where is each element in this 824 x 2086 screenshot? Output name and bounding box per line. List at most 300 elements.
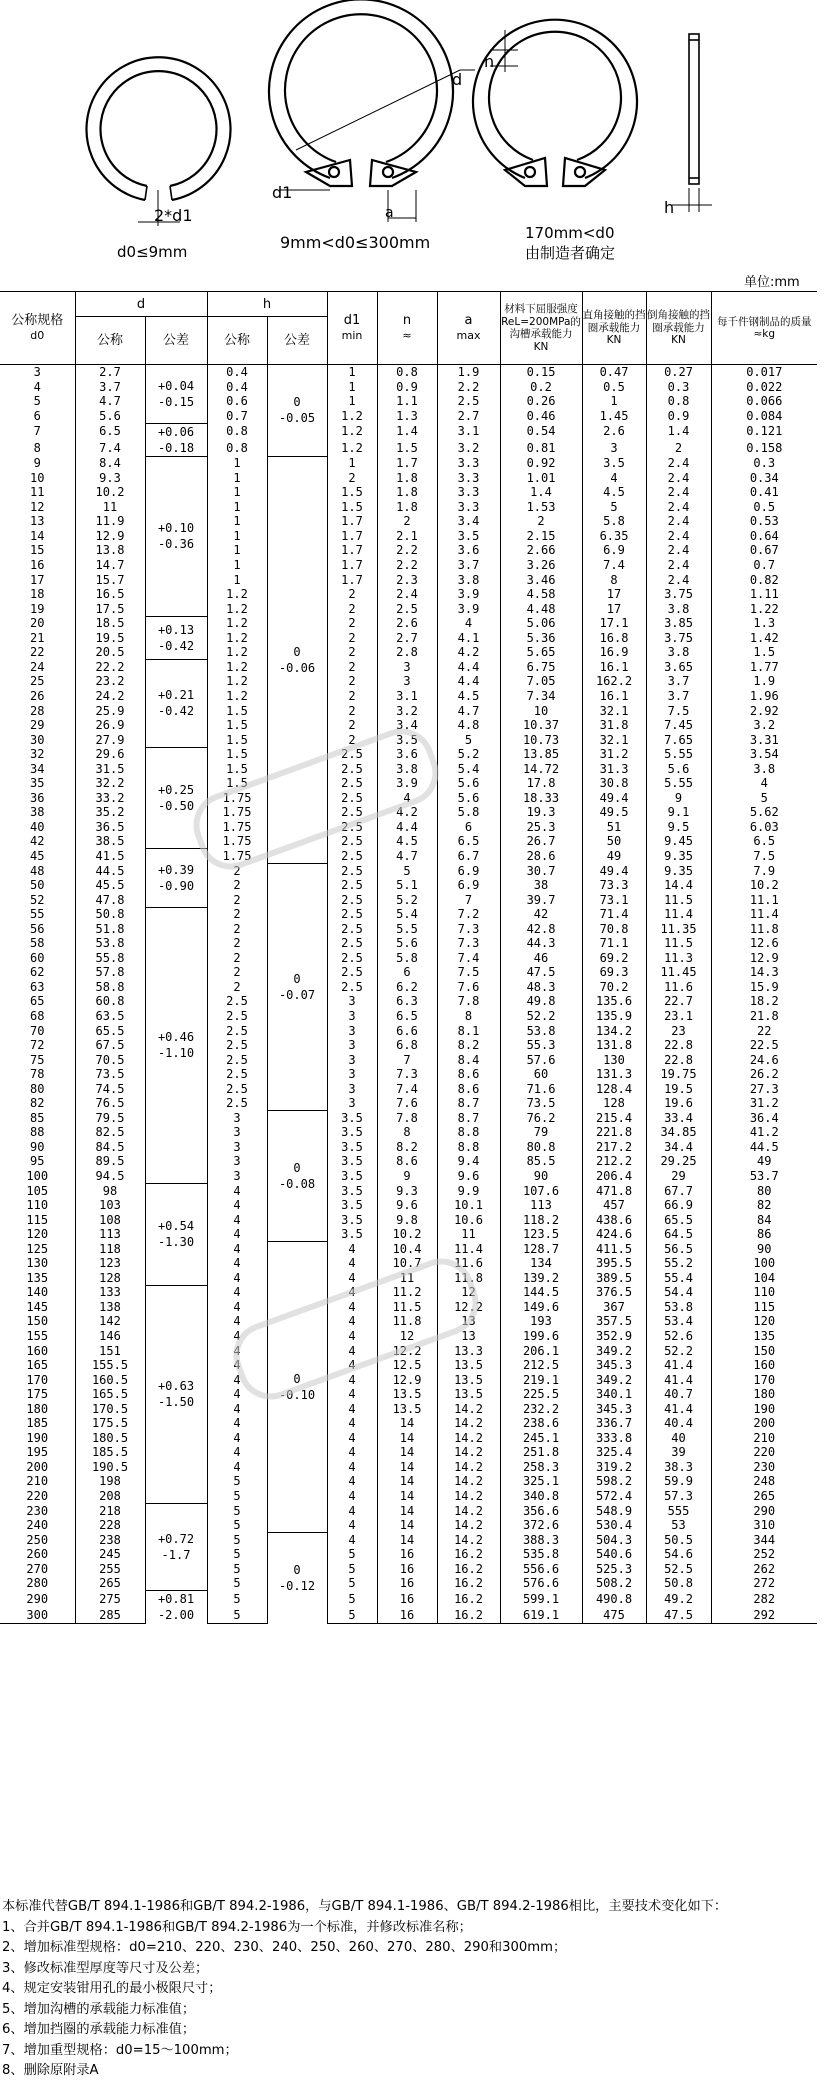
- cell-groove-load: 85.5: [500, 1154, 582, 1169]
- table-row: [0, 500, 817, 515]
- cell-h-nominal: 1.2: [207, 689, 267, 704]
- note-line: 本标准代替GB/T 894.1-1986和GB/T 894.2-1986，与GB/T 894.1-1986、GB/T 894.2-1986相比，主要技术变化如下：: [2, 1899, 728, 1914]
- cell-h-nominal: 2: [207, 878, 267, 893]
- cell-h-nominal: 4: [207, 1416, 267, 1431]
- cell-d1: 2: [327, 587, 377, 602]
- cell-a: 4.1: [437, 631, 500, 646]
- cell-a: 4.4: [437, 674, 500, 689]
- fig1-caption: d0≤9mm: [117, 243, 188, 261]
- cell-groove-load: 2.15: [500, 529, 582, 544]
- cell-a: 3.7: [437, 558, 500, 573]
- cell-d-tolerance: +0.04 -0.15: [145, 365, 207, 424]
- cell-size: 65: [30, 994, 45, 1009]
- cell-d-nominal: 47.8: [75, 893, 145, 908]
- cell-h-tolerance: 0 -0.05: [267, 365, 327, 457]
- cell-groove-load: 90: [500, 1169, 582, 1184]
- table-row: [0, 529, 817, 544]
- table-row: [0, 849, 817, 864]
- table-row: [0, 1227, 817, 1242]
- header-n-sub: ≈: [402, 329, 412, 342]
- cell-d-nominal: 51.8: [75, 922, 145, 937]
- cell-ring-load-chamfer: 5.55: [646, 776, 711, 791]
- cell-ring-load-chamfer: 9.45: [646, 834, 711, 849]
- cell-a: 7.6: [437, 980, 500, 995]
- header-ring-load-chamfer: 倒角接触的挡圈承载能力 KN: [646, 292, 711, 365]
- cell-h-nominal: 3: [207, 1154, 267, 1169]
- cell-d1: 1.2: [327, 440, 377, 457]
- cell-mass: 11.1: [711, 893, 817, 908]
- cell-d-nominal: 185.5: [75, 1445, 145, 1460]
- cell-ring-load-chamfer: 9.1: [646, 805, 711, 820]
- cell-ring-load-chamfer: 34.4: [646, 1140, 711, 1155]
- cell-ring-load-sharp: 319.2: [582, 1460, 646, 1475]
- cell-ring-load-sharp: 128.4: [582, 1082, 646, 1097]
- cell-ring-load-sharp: 31.2: [582, 747, 646, 762]
- cell-d1: 4: [327, 1402, 377, 1417]
- cell-n: 2.2: [377, 558, 437, 573]
- cell-a: 16.2: [437, 1576, 500, 1591]
- cell-h-nominal: 2: [207, 951, 267, 966]
- cell-mass: 22.5: [711, 1038, 817, 1053]
- cell-n: 3: [377, 660, 437, 675]
- header-mass: 每千件钢制品的质量≈kg: [711, 292, 817, 365]
- header-d1: [327, 292, 377, 365]
- cell-n: 8.2: [377, 1140, 437, 1155]
- cell-mass: 10.2: [711, 878, 817, 893]
- cell-ring-load-sharp: 598.2: [582, 1474, 646, 1489]
- cell-d-tolerance: +0.25 -0.50: [145, 747, 207, 849]
- cell-ring-load-chamfer: 52.2: [646, 1344, 711, 1359]
- cell-d-nominal: 44.5: [75, 864, 145, 879]
- cell-size: 22: [30, 645, 45, 660]
- cell-groove-load: 5.06: [500, 616, 582, 631]
- cell-d1: 3.5: [327, 1169, 377, 1184]
- cell-ring-load-sharp: 32.1: [582, 703, 646, 718]
- cell-mass: 24.6: [711, 1053, 817, 1068]
- table-row: [0, 1445, 817, 1460]
- cell-d1: 4: [327, 1344, 377, 1359]
- cell-ring-load-sharp: 16.9: [582, 645, 646, 660]
- cell-size: 280: [26, 1576, 49, 1591]
- cell-d1: 2: [327, 674, 377, 689]
- cell-a: 7.5: [437, 965, 500, 980]
- cell-ring-load-chamfer: 49.2: [646, 1591, 711, 1607]
- cell-size: 175: [26, 1387, 49, 1402]
- cell-ring-load-chamfer: 34.85: [646, 1125, 711, 1140]
- cell-size: 26: [30, 688, 45, 703]
- table-row: [0, 703, 817, 718]
- cell-n: 16: [377, 1591, 437, 1607]
- cell-d1: 4: [327, 1373, 377, 1388]
- cell-n: 5.1: [377, 878, 437, 893]
- cell-h-nominal: 5: [207, 1576, 267, 1591]
- cell-size: 75: [30, 1052, 45, 1067]
- cell-n: 14: [377, 1518, 437, 1533]
- cell-h-nominal: 1.75: [207, 791, 267, 806]
- cell-groove-load: 28.6: [500, 849, 582, 864]
- table-row: [0, 558, 817, 573]
- cell-h-nominal: 1: [207, 500, 267, 515]
- cell-groove-load: 199.6: [500, 1329, 582, 1344]
- cell-h-nominal: 1.5: [207, 747, 267, 762]
- cell-size: 170: [26, 1372, 49, 1387]
- cell-ring-load-sharp: 31.3: [582, 762, 646, 777]
- cell-a: 4.5: [437, 689, 500, 704]
- table-row: [0, 1607, 817, 1624]
- table-row: [0, 1154, 817, 1169]
- cell-size: 5: [33, 394, 41, 409]
- cell-mass: 262: [711, 1562, 817, 1577]
- cell-ring-load-chamfer: 2: [646, 440, 711, 457]
- cell-n: 16: [377, 1607, 437, 1624]
- cell-size: 25: [30, 674, 45, 689]
- cell-h-nominal: 1: [207, 514, 267, 529]
- cell-h-tolerance: 0 -0.12: [267, 1533, 327, 1624]
- cell-d-nominal: 2.7: [75, 365, 145, 380]
- cell-ring-load-sharp: 3.5: [582, 456, 646, 471]
- cell-d-tolerance: +0.63 -1.50: [145, 1285, 207, 1503]
- cell-n: 16: [377, 1547, 437, 1562]
- cell-d1: 2.5: [327, 907, 377, 922]
- cell-groove-load: 576.6: [500, 1576, 582, 1591]
- cell-mass: 0.022: [711, 380, 817, 395]
- cell-d-nominal: 198: [75, 1474, 145, 1489]
- cell-d1: 1.7: [327, 514, 377, 529]
- cell-h-nominal: 5: [207, 1547, 267, 1562]
- cell-d1: 4: [327, 1489, 377, 1504]
- cell-groove-load: 76.2: [500, 1111, 582, 1126]
- cell-n: 6.3: [377, 994, 437, 1009]
- cell-d-nominal: 11: [75, 500, 145, 515]
- cell-d-nominal: 6.5: [75, 423, 145, 440]
- cell-d1: 3.5: [327, 1111, 377, 1126]
- cell-a: 12: [437, 1285, 500, 1300]
- cell-ring-load-chamfer: 19.6: [646, 1096, 711, 1111]
- cell-groove-load: 245.1: [500, 1431, 582, 1446]
- cell-mass: 290: [711, 1504, 817, 1519]
- cell-size: 63: [30, 979, 45, 994]
- cell-a: 14.2: [437, 1445, 500, 1460]
- cell-n: 2.6: [377, 616, 437, 631]
- cell-size: 90: [30, 1139, 45, 1154]
- cell-h-nominal: 2: [207, 907, 267, 922]
- cell-ring-load-chamfer: 11.35: [646, 922, 711, 937]
- cell-h-nominal: 1: [207, 573, 267, 588]
- cell-mass: 31.2: [711, 1096, 817, 1111]
- cell-size: 165: [26, 1358, 49, 1373]
- cell-ring-load-sharp: 162.2: [582, 674, 646, 689]
- cell-ring-load-sharp: 4: [582, 471, 646, 486]
- cell-n: 3.1: [377, 689, 437, 704]
- cell-mass: 1.42: [711, 631, 817, 646]
- cell-d1: 4: [327, 1242, 377, 1257]
- cell-size: 72: [30, 1038, 45, 1053]
- cell-ring-load-sharp: 367: [582, 1300, 646, 1315]
- cell-size: 140: [26, 1285, 49, 1300]
- cell-ring-load-chamfer: 23: [646, 1024, 711, 1039]
- cell-d1: 3: [327, 994, 377, 1009]
- cell-groove-load: 144.5: [500, 1285, 582, 1300]
- cell-d-nominal: 108: [75, 1213, 145, 1228]
- cell-ring-load-chamfer: 53.8: [646, 1300, 711, 1315]
- cell-ring-load-chamfer: 0.27: [646, 365, 711, 380]
- cell-d1: 1: [327, 365, 377, 380]
- cell-h-nominal: 5: [207, 1607, 267, 1624]
- cell-d1: 2.5: [327, 965, 377, 980]
- cell-mass: 49: [711, 1154, 817, 1169]
- cell-mass: 0.82: [711, 573, 817, 588]
- cell-size: 300: [0, 1607, 75, 1624]
- table-row: [0, 645, 817, 660]
- cell-ring-load-chamfer: 53: [646, 1518, 711, 1533]
- cell-size: 30: [30, 732, 45, 747]
- table-row: [0, 631, 817, 646]
- cell-groove-load: 18.33: [500, 791, 582, 806]
- cell-n: 4.7: [377, 849, 437, 864]
- cell-groove-load: 372.6: [500, 1518, 582, 1533]
- header-n-label: n: [402, 313, 412, 328]
- cell-h-nominal: 2: [207, 893, 267, 908]
- header-size-sub: d0: [30, 329, 45, 342]
- cell-a: 14.2: [437, 1416, 500, 1431]
- header-d: d: [75, 292, 207, 317]
- cell-h-nominal: 4: [207, 1358, 267, 1373]
- cell-a: 7: [437, 893, 500, 908]
- cell-h-nominal: 4: [207, 1431, 267, 1446]
- cell-h-nominal: 1.2: [207, 587, 267, 602]
- cell-a: 8.7: [437, 1111, 500, 1126]
- cell-h-nominal: 1.2: [207, 616, 267, 631]
- cell-size: 240: [26, 1518, 49, 1533]
- fig3-caption-line2: 由制造者确定: [525, 244, 616, 262]
- cell-a: 8.4: [437, 1053, 500, 1068]
- cell-size: 85: [30, 1110, 45, 1125]
- cell-size: 60: [30, 950, 45, 965]
- cell-ring-load-chamfer: 3.7: [646, 689, 711, 704]
- cell-size: 120: [26, 1227, 49, 1242]
- cell-ring-load-chamfer: 0.3: [646, 380, 711, 395]
- cell-mass: 12.9: [711, 951, 817, 966]
- cell-d-nominal: 19.5: [75, 631, 145, 646]
- circlip-small-drawing: [87, 57, 231, 226]
- cell-d1: 4: [327, 1358, 377, 1373]
- cell-d-nominal: 155.5: [75, 1358, 145, 1373]
- cell-a: 6.9: [437, 864, 500, 879]
- table-row: [0, 1213, 817, 1228]
- cell-a: 13: [437, 1314, 500, 1329]
- cell-ring-load-chamfer: 65.5: [646, 1213, 711, 1228]
- cell-ring-load-sharp: 352.9: [582, 1329, 646, 1344]
- cell-ring-load-sharp: 376.5: [582, 1285, 646, 1300]
- cell-groove-load: 251.8: [500, 1445, 582, 1460]
- cell-ring-load-chamfer: 11.5: [646, 936, 711, 951]
- cell-a: 14.2: [437, 1431, 500, 1446]
- cell-mass: 1.22: [711, 602, 817, 617]
- cell-ring-load-sharp: 1.45: [582, 409, 646, 424]
- cell-d-nominal: 218: [75, 1504, 145, 1519]
- cell-a: 11.6: [437, 1256, 500, 1271]
- note-line: 3、修改标准型厚度等尺寸及公差；: [2, 1960, 209, 1976]
- cell-ring-load-sharp: 31.8: [582, 718, 646, 733]
- cell-n: 7.4: [377, 1082, 437, 1097]
- cell-d1: 3: [327, 1053, 377, 1068]
- cell-d1: 3.5: [327, 1140, 377, 1155]
- cell-h-nominal: 3: [207, 1169, 267, 1184]
- cell-a: 6.7: [437, 849, 500, 864]
- cell-d1: 1.7: [327, 558, 377, 573]
- cell-ring-load-chamfer: 9.35: [646, 864, 711, 879]
- cell-d-nominal: 45.5: [75, 878, 145, 893]
- cell-h-nominal: 1.2: [207, 631, 267, 646]
- cell-ring-load-chamfer: 41.4: [646, 1373, 711, 1388]
- table-row: [0, 1358, 817, 1373]
- cell-d-tolerance: +0.10 -0.36: [145, 456, 207, 616]
- cell-n: 11: [377, 1271, 437, 1286]
- cell-ring-load-sharp: 135.9: [582, 1009, 646, 1024]
- cell-n: 3.2: [377, 703, 437, 718]
- cell-d-tolerance: +0.21 -0.42: [145, 660, 207, 747]
- cell-h-nominal: 3: [207, 1125, 267, 1140]
- cell-groove-load: 3.26: [500, 558, 582, 573]
- cell-ring-load-chamfer: 50.5: [646, 1533, 711, 1548]
- cell-h-nominal: 5: [207, 1518, 267, 1533]
- cell-ring-load-chamfer: 3.75: [646, 587, 711, 602]
- cell-mass: 44.5: [711, 1140, 817, 1155]
- cell-mass: 5: [711, 791, 817, 806]
- cell-d1: 4: [327, 1256, 377, 1271]
- cell-mass: 272: [711, 1576, 817, 1591]
- cell-ring-load-sharp: 17: [582, 587, 646, 602]
- cell-ring-load-chamfer: 9: [646, 791, 711, 806]
- cell-d1: 4: [327, 1518, 377, 1533]
- table-row: [0, 1096, 817, 1111]
- cell-d1: 1.5: [327, 485, 377, 500]
- cell-ring-load-chamfer: 2.4: [646, 573, 711, 588]
- cell-d1: 2.5: [327, 878, 377, 893]
- cell-n: 14: [377, 1416, 437, 1431]
- cell-n: 9.6: [377, 1198, 437, 1213]
- table-row: [0, 1402, 817, 1417]
- cell-d1: 1.7: [327, 573, 377, 588]
- cell-groove-load: 1.01: [500, 471, 582, 486]
- cell-ring-load-sharp: 471.8: [582, 1184, 646, 1199]
- cell-mass: 18.2: [711, 994, 817, 1009]
- cell-d-nominal: 128: [75, 1271, 145, 1286]
- table-row: [0, 1053, 817, 1068]
- table-body: [0, 365, 817, 1624]
- cell-h-nominal: 4: [207, 1314, 267, 1329]
- cell-n: 4.5: [377, 834, 437, 849]
- cell-d-nominal: 228: [75, 1518, 145, 1533]
- cell-ring-load-chamfer: 9.35: [646, 849, 711, 864]
- cell-d-nominal: 142: [75, 1314, 145, 1329]
- cell-a: 14.2: [437, 1474, 500, 1489]
- cell-a: 3.5: [437, 529, 500, 544]
- cell-n: 3.6: [377, 747, 437, 762]
- cell-mass: 170: [711, 1373, 817, 1388]
- cell-ring-load-chamfer: 38.3: [646, 1460, 711, 1475]
- table-row: [0, 1184, 817, 1199]
- cell-d-nominal: 63.5: [75, 1009, 145, 1024]
- cell-d1: 5: [327, 1547, 377, 1562]
- cell-ring-load-sharp: 424.6: [582, 1227, 646, 1242]
- cell-d-nominal: 275: [75, 1591, 145, 1607]
- cell-h-nominal: 2: [207, 922, 267, 937]
- cell-size: 130: [26, 1256, 49, 1271]
- cell-d1: 5: [327, 1591, 377, 1607]
- cell-mass: 180: [711, 1387, 817, 1402]
- cell-ring-load-chamfer: 50.8: [646, 1576, 711, 1591]
- cell-n: 3.9: [377, 776, 437, 791]
- cell-d-nominal: 38.5: [75, 834, 145, 849]
- cell-d1: 4: [327, 1533, 377, 1548]
- cell-ring-load-chamfer: 54.4: [646, 1285, 711, 1300]
- cell-n: 6: [377, 965, 437, 980]
- cell-ring-load-sharp: 1: [582, 394, 646, 409]
- cell-ring-load-chamfer: 22.8: [646, 1038, 711, 1053]
- cell-d-nominal: 13.8: [75, 543, 145, 558]
- cell-a: 13.5: [437, 1358, 500, 1373]
- cell-a: 9.9: [437, 1184, 500, 1199]
- header-d-nominal: 公称: [75, 317, 145, 365]
- header-d1-label: d1: [343, 313, 361, 328]
- cell-groove-load: 535.8: [500, 1547, 582, 1562]
- cell-d1: 3.5: [327, 1184, 377, 1199]
- cell-h-nominal: 4: [207, 1256, 267, 1271]
- cell-ring-load-chamfer: 52.5: [646, 1562, 711, 1577]
- header-ring-load-sharp: 直角接触的挡圈承载能力 KN: [582, 292, 646, 365]
- cell-groove-load: 232.2: [500, 1402, 582, 1417]
- cell-ring-load-sharp: 16.1: [582, 660, 646, 675]
- cell-ring-load-chamfer: 3.85: [646, 616, 711, 631]
- table-row: [0, 394, 817, 409]
- cell-size: 150: [26, 1314, 49, 1329]
- cell-ring-load-chamfer: 9.5: [646, 820, 711, 835]
- cell-groove-load: 128.7: [500, 1242, 582, 1257]
- cell-n: 10.7: [377, 1256, 437, 1271]
- cell-groove-load: 42.8: [500, 922, 582, 937]
- cell-a: 5.6: [437, 791, 500, 806]
- cell-a: 10.6: [437, 1213, 500, 1228]
- cell-size: 11: [30, 485, 45, 500]
- cell-d1: 4: [327, 1300, 377, 1315]
- cell-d1: 5: [327, 1576, 377, 1591]
- cell-d1: 2: [327, 703, 377, 718]
- cell-a: 7.3: [437, 936, 500, 951]
- cell-size: 62: [30, 965, 45, 980]
- cell-mass: 0.53: [711, 514, 817, 529]
- cell-d-nominal: 165.5: [75, 1387, 145, 1402]
- cell-d1: 5: [327, 1607, 377, 1624]
- cell-groove-load: 219.1: [500, 1373, 582, 1388]
- cell-n: 1.5: [377, 440, 437, 457]
- cell-groove-load: 80.8: [500, 1140, 582, 1155]
- cell-d-tolerance: +0.81 -2.00: [145, 1591, 207, 1624]
- cell-d-nominal: 70.5: [75, 1053, 145, 1068]
- cell-d1: 3.5: [327, 1125, 377, 1140]
- cell-mass: 53.7: [711, 1169, 817, 1184]
- cell-d-tolerance: +0.54 -1.30: [145, 1184, 207, 1286]
- cell-size: 190: [26, 1430, 49, 1445]
- cell-groove-load: 7.34: [500, 689, 582, 704]
- cell-n: 7.8: [377, 1111, 437, 1126]
- table-row: [0, 1082, 817, 1097]
- cell-n: 1.8: [377, 471, 437, 486]
- cell-groove-load: 0.54: [500, 423, 582, 440]
- cell-ring-load-chamfer: 29: [646, 1169, 711, 1184]
- cell-mass: 252: [711, 1547, 817, 1562]
- cell-ring-load-sharp: 572.4: [582, 1489, 646, 1504]
